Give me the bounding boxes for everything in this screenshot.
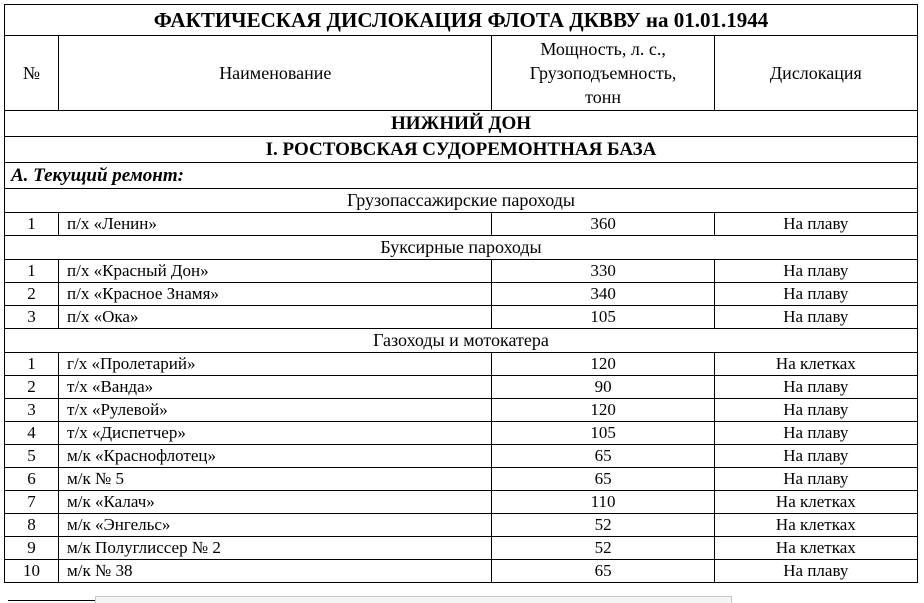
vessel-power: 120 <box>492 399 714 422</box>
row-number: 5 <box>5 445 59 468</box>
row-number: 2 <box>5 283 59 306</box>
vessel-power: 105 <box>492 422 714 445</box>
vessel-name: т/х «Рулевой» <box>59 399 492 422</box>
table-row <box>5 560 918 583</box>
vessel-location: На клетках <box>714 353 917 376</box>
fleet-table <box>4 4 918 583</box>
vessel-name: т/х «Ванда» <box>59 376 492 399</box>
row-number: 8 <box>5 514 59 537</box>
row-number: 3 <box>5 399 59 422</box>
vessel-location: На плаву <box>714 260 917 283</box>
vessel-location: На клетках <box>714 491 917 514</box>
row-number: 10 <box>5 560 59 583</box>
vessel-name: м/к «Калач» <box>59 491 492 514</box>
table-row <box>5 537 918 560</box>
base-heading: I. РОСТОВСКАЯ СУДОРЕМОНТНАЯ БАЗА <box>5 137 918 163</box>
vessel-location: На клетках <box>714 514 917 537</box>
page-break-edge <box>95 596 732 603</box>
group-row <box>5 329 918 353</box>
vessel-location: На плаву <box>714 560 917 583</box>
vessel-location: На плаву <box>714 399 917 422</box>
table-row <box>5 260 918 283</box>
section-heading: А. Текущий ремонт: <box>5 163 918 189</box>
table-row <box>5 491 918 514</box>
vessel-location: На плаву <box>714 422 917 445</box>
vessel-power: 340 <box>492 283 714 306</box>
vessel-name: т/х «Диспетчер» <box>59 422 492 445</box>
vessel-name: м/к Полуглиссер № 2 <box>59 537 492 560</box>
vessel-power: 90 <box>492 376 714 399</box>
vessel-location: На плаву <box>714 468 917 491</box>
table-row <box>5 399 918 422</box>
row-number: 2 <box>5 376 59 399</box>
row-number: 3 <box>5 306 59 329</box>
vessel-power: 52 <box>492 537 714 560</box>
vessel-power: 360 <box>492 213 714 236</box>
vessel-location: На плаву <box>714 306 917 329</box>
row-number: 4 <box>5 422 59 445</box>
document-title: ФАКТИЧЕСКАЯ ДИСЛОКАЦИЯ ФЛОТА ДКВВУ на 01.01.1944 <box>5 5 918 36</box>
vessel-name: г/х «Пролетарий» <box>59 353 492 376</box>
group-row <box>5 189 918 213</box>
vessel-name: м/к «Энгельс» <box>59 514 492 537</box>
column-header-power-line2: Грузоподъемность, <box>529 63 677 83</box>
header-row <box>5 36 918 111</box>
region-row <box>5 111 918 137</box>
section-row <box>5 163 918 189</box>
table-row <box>5 422 918 445</box>
group-row <box>5 236 918 260</box>
column-header-power-line3: тонн <box>585 87 622 107</box>
document-sheet <box>4 4 918 583</box>
table-row <box>5 468 918 491</box>
vessel-power: 65 <box>492 468 714 491</box>
group-heading: Грузопассажирские пароходы <box>5 189 918 213</box>
column-header-name: Наименование <box>59 36 492 111</box>
vessel-name: п/х «Красное Знамя» <box>59 283 492 306</box>
vessel-power: 52 <box>492 514 714 537</box>
vessel-location: На плаву <box>714 283 917 306</box>
base-row <box>5 137 918 163</box>
vessel-name: м/к № 5 <box>59 468 492 491</box>
vessel-power: 105 <box>492 306 714 329</box>
table-row <box>5 353 918 376</box>
vessel-power: 120 <box>492 353 714 376</box>
vessel-name: п/х «Красный Дон» <box>59 260 492 283</box>
vessel-name: п/х «Ока» <box>59 306 492 329</box>
vessel-name: п/х «Ленин» <box>59 213 492 236</box>
vessel-location: На клетках <box>714 537 917 560</box>
table-row <box>5 306 918 329</box>
table-row <box>5 514 918 537</box>
table-row <box>5 376 918 399</box>
vessel-power: 65 <box>492 560 714 583</box>
title-row <box>5 5 918 36</box>
column-header-num: № <box>5 36 59 111</box>
table-row <box>5 213 918 236</box>
column-header-power <box>492 36 714 111</box>
vessel-location: На плаву <box>714 213 917 236</box>
row-number: 9 <box>5 537 59 560</box>
group-heading: Газоходы и мотокатера <box>5 329 918 353</box>
row-number: 7 <box>5 491 59 514</box>
vessel-name: м/к № 38 <box>59 560 492 583</box>
vessel-location: На плаву <box>714 376 917 399</box>
table-row <box>5 445 918 468</box>
table-row <box>5 283 918 306</box>
row-number: 6 <box>5 468 59 491</box>
group-heading: Буксирные пароходы <box>5 236 918 260</box>
vessel-power: 110 <box>492 491 714 514</box>
region-heading: НИЖНИЙ ДОН <box>5 111 918 137</box>
vessel-power: 330 <box>492 260 714 283</box>
row-number: 1 <box>5 353 59 376</box>
vessel-name: м/к «Краснофлотец» <box>59 445 492 468</box>
column-header-location: Дислокация <box>714 36 917 111</box>
column-header-power-line1: Мощность, л. с., <box>540 39 666 59</box>
row-number: 1 <box>5 213 59 236</box>
vessel-power: 65 <box>492 445 714 468</box>
row-number: 1 <box>5 260 59 283</box>
vessel-location: На плаву <box>714 445 917 468</box>
